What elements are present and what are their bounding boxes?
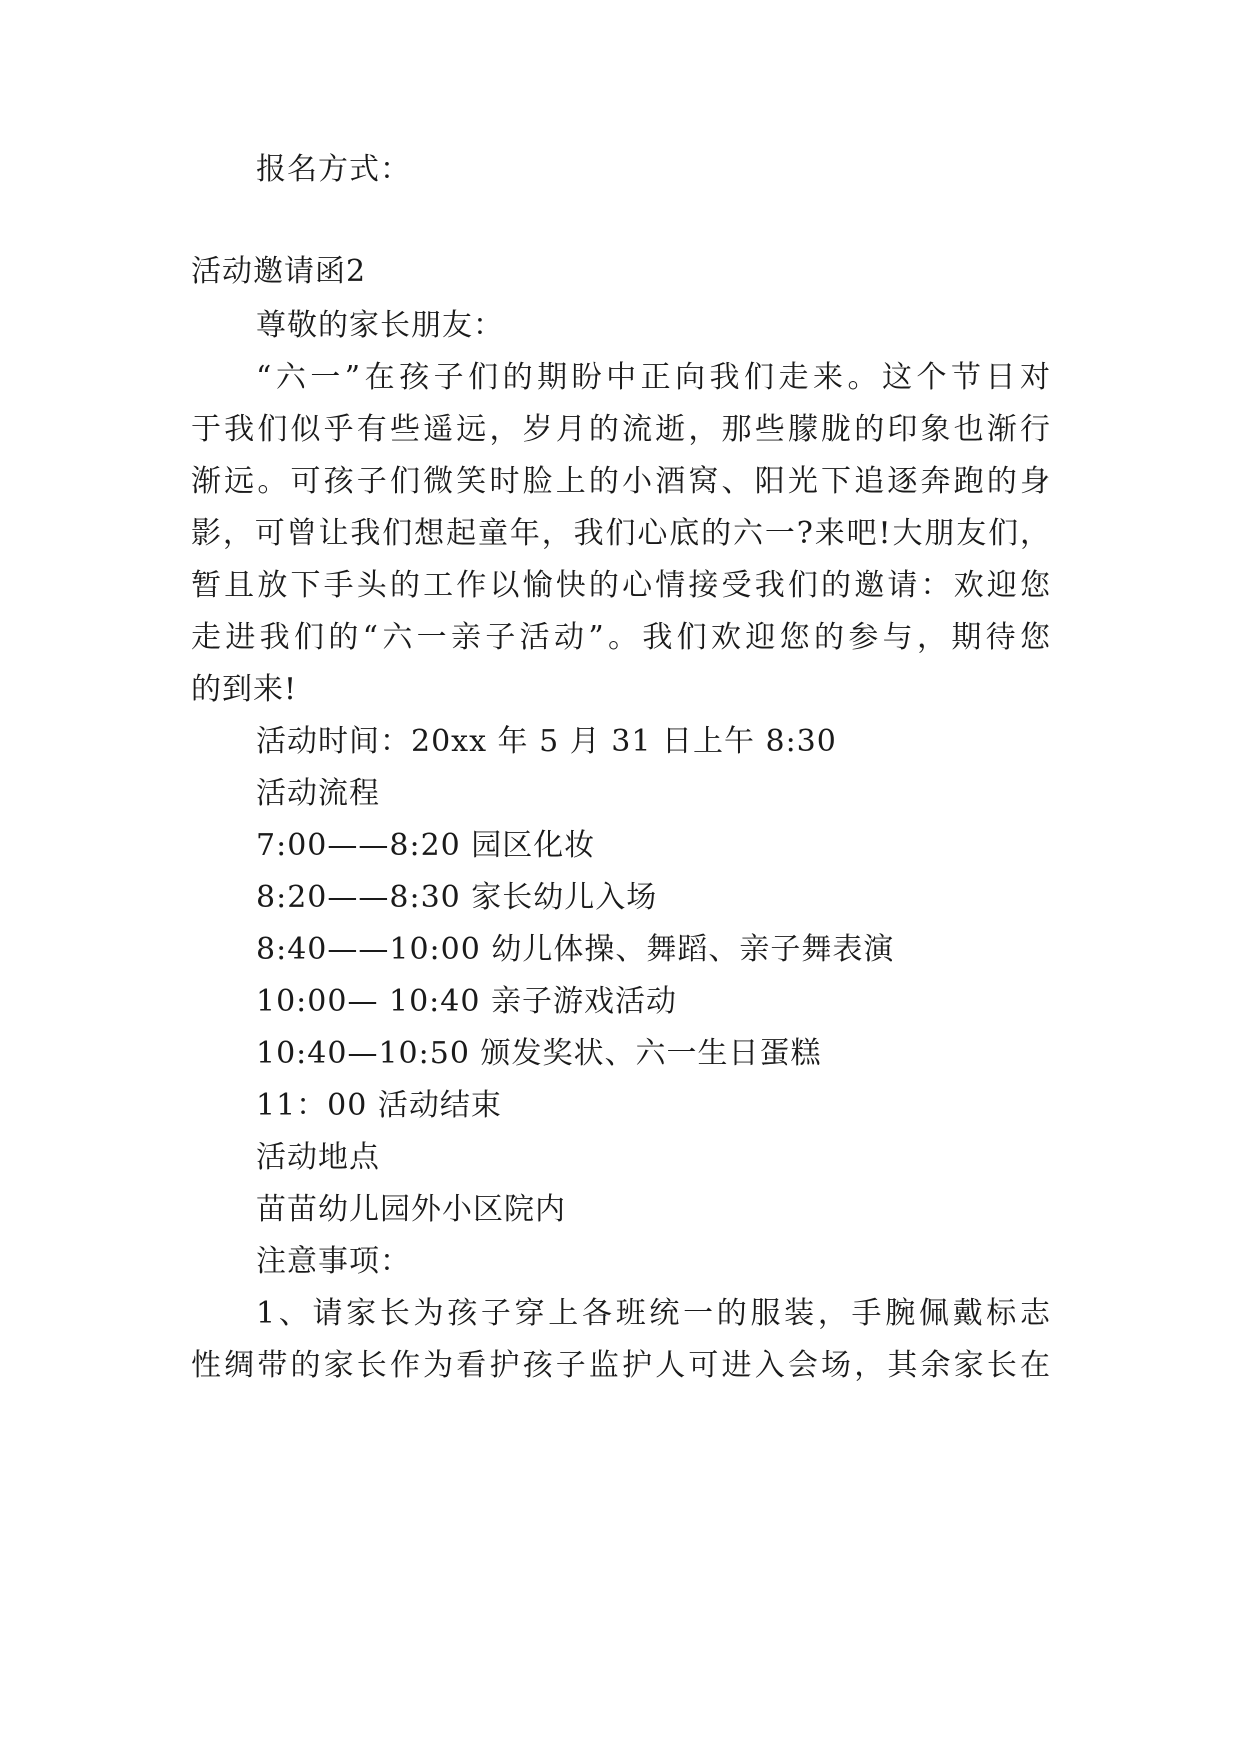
body-line: 暂且放下手头的工作以愉快的心情接受我们的邀请：欢迎您 [191,568,1051,603]
location-text: 苗苗幼儿园外小区院内 [256,1192,566,1227]
schedule-item: 7:00——8:20 园区化妆 [256,828,596,863]
body-line: 渐远。可孩子们微笑时脸上的小酒窝、阳光下追逐奔跑的身 [191,464,1051,499]
section-title: 活动邀请函2 [191,254,367,289]
body-line: 于我们似乎有些遥远，岁月的流逝，那些朦胧的印象也渐行 [191,412,1051,447]
signup-label: 报名方式： [256,152,411,187]
body-line: 走进我们的“六一亲子活动”。我们欢迎您的参与，期待您 [191,620,1051,655]
salutation: 尊敬的家长朋友： [256,308,504,343]
notes-title: 注意事项： [256,1244,411,1279]
activity-time: 活动时间：20xx 年 5 月 31 日上午 8:30 [256,724,837,759]
note-line: 性绸带的家长作为看护孩子监护人可进入会场，其余家长在 [191,1348,1051,1383]
location-title: 活动地点 [256,1140,380,1175]
schedule-item: 8:20——8:30 家长幼儿入场 [256,880,658,915]
note-line: 1、请家长为孩子穿上各班统一的服装，手腕佩戴标志 [256,1296,1051,1331]
flow-title: 活动流程 [256,776,380,811]
schedule-item: 10:40—10:50 颁发奖状、六一生日蛋糕 [256,1036,822,1071]
schedule-item: 11：00 活动结束 [256,1088,502,1123]
body-line: 影，可曾让我们想起童年，我们心底的六一?来吧!大朋友们， [191,516,1051,551]
body-line: 的到来! [191,672,298,707]
body-line: “六一”在孩子们的期盼中正向我们走来。这个节日对 [256,360,1051,395]
schedule-item: 10:00— 10:40 亲子游戏活动 [256,984,677,1019]
schedule-item: 8:40——10:00 幼儿体操、舞蹈、亲子舞表演 [256,932,895,967]
